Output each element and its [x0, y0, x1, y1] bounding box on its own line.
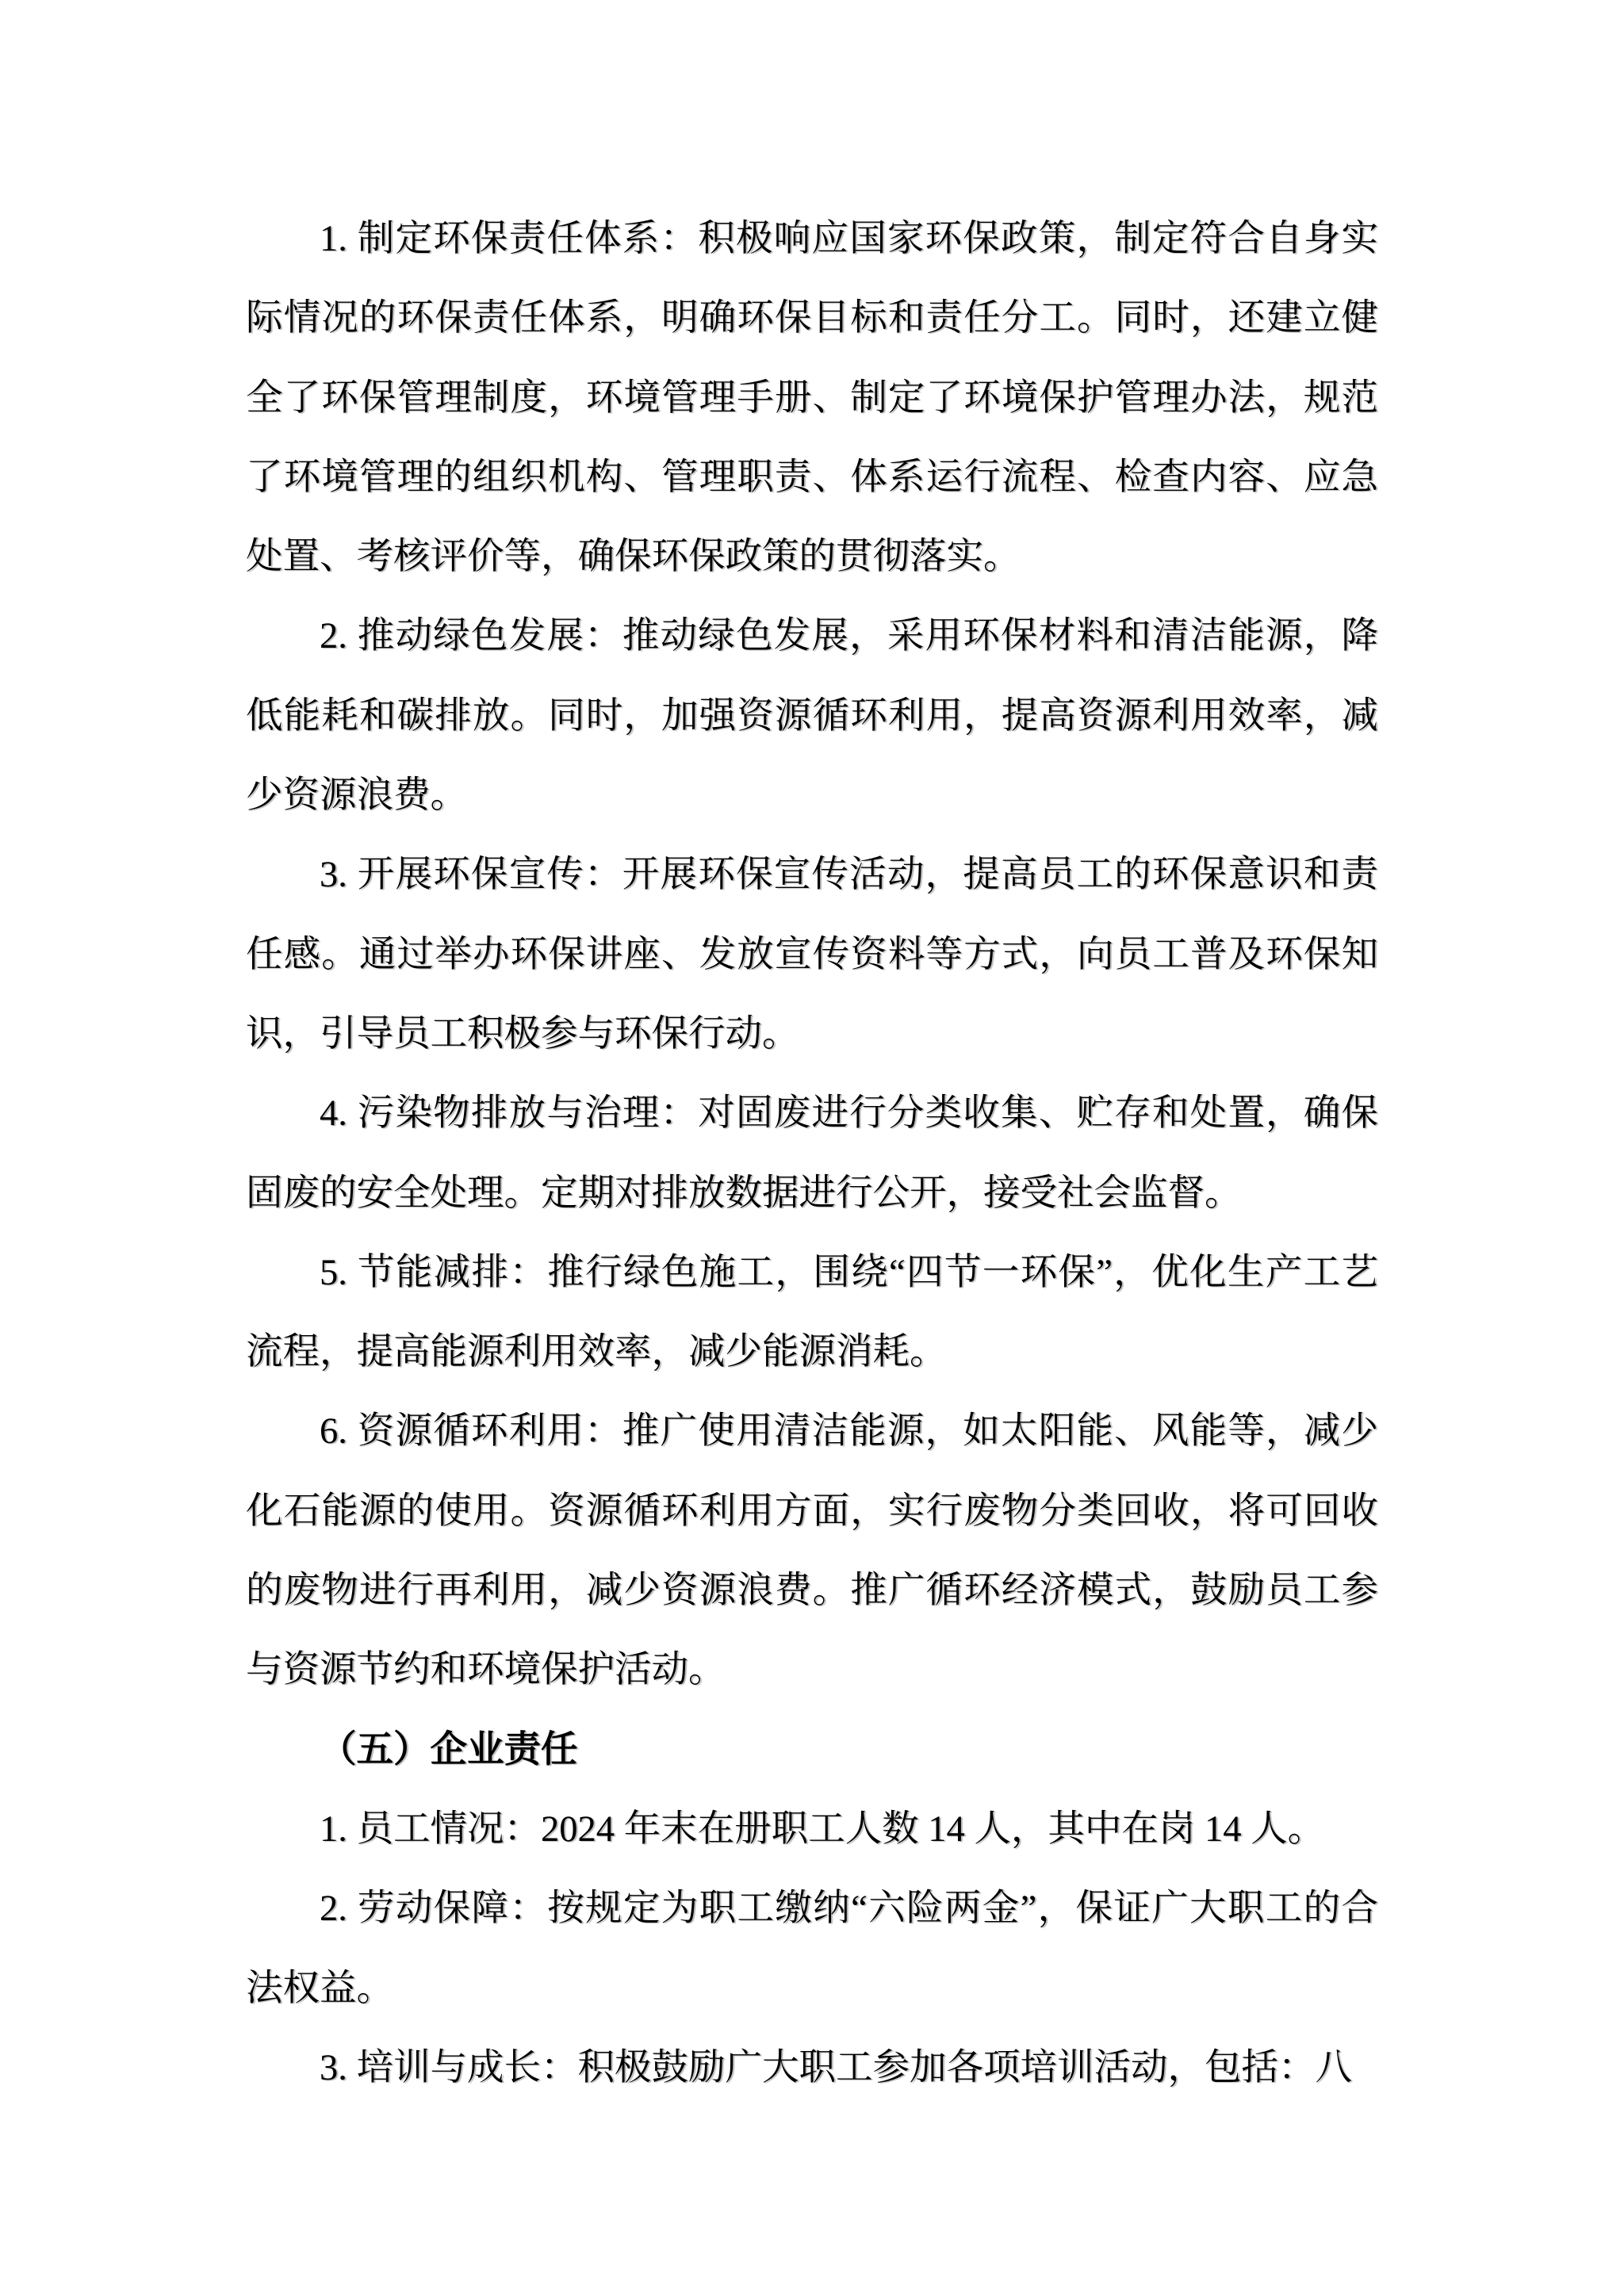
- paragraph-green-development: 2. 推动绿色发展：推动绿色发展，采用环保材料和清洁能源，降低能耗和碳排放。同时，加强资源循环利用，提高资源利用效率，减少资源浪费。: [246, 616, 1378, 817]
- paragraph-env-publicity: 3. 开展环保宣传：开展环保宣传活动，提高员工的环保意识和责任感。通过举办环保讲座、发放宣传资料等方式，向员工普及环保知识，引导员工积极参与环保行动。: [246, 855, 1378, 1054]
- paragraph-training-growth: 3. 培训与成长：积极鼓励广大职工参加各项培训活动，包括：八: [320, 2047, 1352, 2088]
- paragraph-env-responsibility-system: 1. 制定环保责任体系：积极响应国家环保政策，制定符合自身实际情况的环保责任体系，明确环保目标和责任分工。同时，还建立健全了环保管理制度，环境管理手册、制定了环境保护管理办法，规范了环境管理的组织机构、管理职责、体系运行流程、检查内容、应急处置、考核评价等，确保环保政策的贯彻落实。: [246, 219, 1378, 578]
- paragraph-energy-saving-emission-reduction: 5. 节能减排：推行绿色施工，围绕“四节一环保”，优化生产工艺流程，提高能源利用效率，减少能源消耗。: [246, 1252, 1378, 1373]
- paragraph-employee-status: 1. 员工情况：2024 年末在册职工人数 14 人，其中在岗 14 人。: [320, 1808, 1325, 1850]
- section-heading-corporate-responsibility: （五）企业责任: [320, 1729, 578, 1770]
- paragraph-pollutant-discharge-treatment: 4. 污染物排放与治理：对固废进行分类收集、贮存和处置，确保固废的安全处理。定期对排放数据进行公开，接受社会监督。: [246, 1093, 1378, 1214]
- paragraph-labor-protection: 2. 劳动保障：按规定为职工缴纳“六险两金”，保证广大职工的合法权益。: [246, 1888, 1378, 2009]
- paragraph-resource-recycling: 6. 资源循环利用：推广使用清洁能源，如太阳能、风能等，减少化石能源的使用。资源循环利用方面，实行废物分类回收，将可回收的废物进行再利用，减少资源浪费。推广循环经济模式，鼓励员工参与资源节约和环境保护活动。: [246, 1411, 1378, 1691]
